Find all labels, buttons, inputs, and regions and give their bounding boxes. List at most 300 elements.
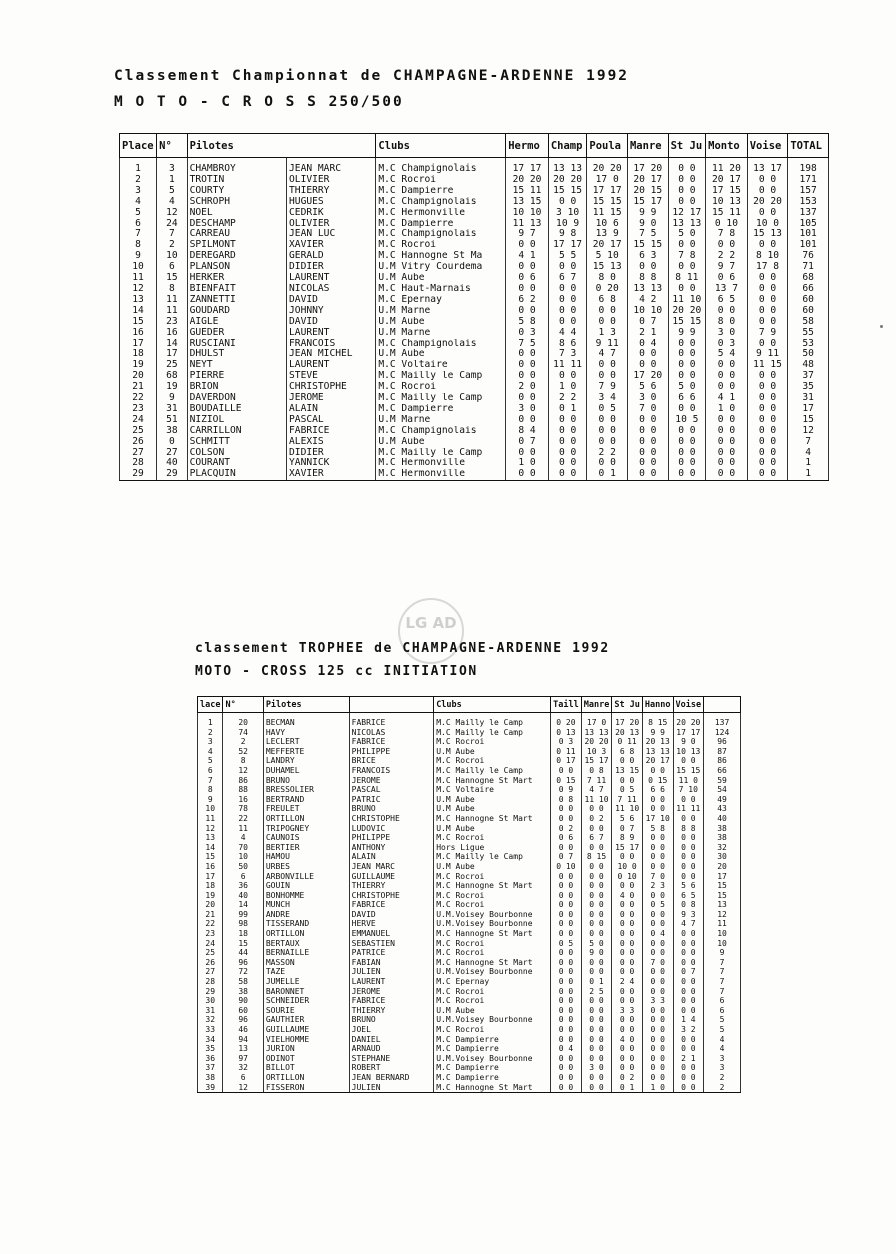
table-cell: HERVE bbox=[349, 919, 434, 929]
table-cell: 15 15 bbox=[627, 240, 668, 251]
table-cell: 0 0 bbox=[551, 977, 582, 987]
table-cell: FABRICE bbox=[349, 713, 434, 728]
table-cell: GOUIN bbox=[263, 881, 349, 891]
column-header: Place bbox=[120, 134, 157, 158]
table-cell: M.C Voltaire bbox=[434, 785, 551, 795]
table-cell: 4 7 bbox=[581, 785, 612, 795]
table-cell: 20 20 bbox=[747, 197, 788, 208]
table-cell: THIERRY bbox=[349, 1006, 434, 1016]
table-cell: 0 0 bbox=[587, 317, 628, 328]
column-header: Poula bbox=[587, 134, 628, 158]
table-cell: 68 bbox=[788, 273, 829, 284]
table-cell: M.C Rocroi bbox=[434, 756, 551, 766]
table-cell: 59 bbox=[704, 776, 741, 786]
column-header: TOTAL bbox=[788, 134, 829, 158]
table-cell: M.C Dampierre bbox=[434, 1044, 551, 1054]
table-cell: 0 1 bbox=[612, 1083, 643, 1093]
table-cell: 5 5 bbox=[548, 251, 587, 262]
table-cell: 0 11 bbox=[551, 747, 582, 757]
table-cell: 28 bbox=[120, 458, 157, 469]
table-cell: 0 0 bbox=[551, 872, 582, 882]
table-cell: 0 0 bbox=[668, 360, 706, 371]
table-cell: 0 0 bbox=[581, 910, 612, 920]
scan-speck bbox=[880, 325, 883, 328]
table-cell: 7 3 bbox=[548, 349, 587, 360]
table-cell: 58 bbox=[223, 977, 263, 987]
table-cell: DANIEL bbox=[349, 1035, 434, 1045]
table-cell: 7 5 bbox=[627, 229, 668, 240]
table-cell: U.M.Voisey Bourbonne bbox=[434, 910, 551, 920]
table-cell: 50 bbox=[223, 862, 263, 872]
table-cell: 25 bbox=[120, 426, 157, 437]
table-cell: 0 0 bbox=[642, 852, 673, 862]
table-row bbox=[198, 958, 741, 968]
table-cell: LANDRY bbox=[263, 756, 349, 766]
table-row bbox=[120, 371, 829, 382]
table-cell: 8 8 bbox=[673, 824, 704, 834]
table-cell: 0 7 bbox=[551, 852, 582, 862]
table-cell: 124 bbox=[704, 728, 741, 738]
table-cell: Hors Ligue bbox=[434, 843, 551, 853]
column-header: Voise bbox=[747, 134, 788, 158]
table-cell: 0 0 bbox=[551, 1025, 582, 1035]
table-cell: JEROME bbox=[287, 393, 376, 404]
table-cell: 20 bbox=[198, 900, 223, 910]
table-cell: 14 bbox=[120, 306, 157, 317]
table-cell: 0 0 bbox=[627, 349, 668, 360]
table-cell: 6 bbox=[704, 1006, 741, 1016]
table-cell: 0 0 bbox=[612, 919, 643, 929]
table-cell: 0 1 bbox=[581, 977, 612, 987]
table-cell: 11 10 bbox=[668, 295, 706, 306]
table-cell: 11 13 bbox=[506, 219, 549, 230]
table-cell: 0 0 bbox=[612, 987, 643, 997]
table-cell: 0 0 bbox=[551, 910, 582, 920]
table-cell: 0 0 bbox=[506, 262, 549, 273]
table-cell: 0 1 bbox=[548, 404, 587, 415]
table-cell: 0 0 bbox=[747, 339, 788, 350]
table-cell: 137 bbox=[788, 208, 829, 219]
table-cell: 0 0 bbox=[642, 795, 673, 805]
table-cell: 20 20 bbox=[506, 175, 549, 186]
table-cell: 32 bbox=[198, 1015, 223, 1025]
table-row bbox=[120, 448, 829, 459]
table-cell: M.C Mailly le Camp bbox=[434, 852, 551, 862]
table-cell: COURTY bbox=[187, 186, 286, 197]
table-row bbox=[198, 929, 741, 939]
table-cell: M.C Dampierre bbox=[376, 404, 506, 415]
table-cell: 6 8 bbox=[587, 295, 628, 306]
table-cell: 0 0 bbox=[747, 240, 788, 251]
table-cell: 15 15 bbox=[668, 317, 706, 328]
column-header: N° bbox=[157, 134, 187, 158]
table-cell: 0 0 bbox=[642, 1035, 673, 1045]
table-cell: 153 bbox=[788, 197, 829, 208]
table-cell: 0 0 bbox=[668, 339, 706, 350]
table-cell: 38 bbox=[704, 833, 741, 843]
column-header: lace bbox=[198, 697, 223, 713]
table-cell: 0 7 bbox=[673, 967, 704, 977]
table-cell: 7 9 bbox=[747, 328, 788, 339]
table-cell: 0 0 bbox=[612, 996, 643, 1006]
table-cell: LAURENT bbox=[287, 360, 376, 371]
table-row bbox=[198, 881, 741, 891]
table-cell: 17 17 bbox=[673, 728, 704, 738]
table-cell: DAVERDON bbox=[187, 393, 286, 404]
table-cell: 2 5 bbox=[581, 987, 612, 997]
table-cell: PHILIPPE bbox=[349, 833, 434, 843]
table-cell: 9 11 bbox=[747, 349, 788, 360]
table-cell: 7 bbox=[157, 229, 187, 240]
table-cell: U.M Aube bbox=[434, 1006, 551, 1016]
table-cell: 0 0 bbox=[747, 426, 788, 437]
table-cell: 0 0 bbox=[551, 1035, 582, 1045]
table-row bbox=[120, 382, 829, 393]
table-cell: 171 bbox=[788, 175, 829, 186]
table-cell: FRANCOIS bbox=[349, 766, 434, 776]
table-row bbox=[120, 208, 829, 219]
table-cell: 0 0 bbox=[581, 958, 612, 968]
table-cell: STEVE bbox=[287, 371, 376, 382]
table-cell: 15 11 bbox=[506, 186, 549, 197]
table-cell: 2 bbox=[120, 175, 157, 186]
table-cell: 2 1 bbox=[673, 1054, 704, 1064]
table-cell: 8 bbox=[223, 756, 263, 766]
table-cell: 11 bbox=[120, 273, 157, 284]
table-cell: M.C Dampierre bbox=[376, 219, 506, 230]
table-cell: 18 bbox=[120, 349, 157, 360]
table-row bbox=[198, 843, 741, 853]
table-cell: 15 15 bbox=[587, 197, 628, 208]
table-cell: 19 bbox=[120, 360, 157, 371]
table-cell: TROTIN bbox=[187, 175, 286, 186]
table-cell: 10 0 bbox=[747, 219, 788, 230]
table-cell: 11 bbox=[157, 306, 187, 317]
table-cell: JOHNNY bbox=[287, 306, 376, 317]
table-cell: 0 0 bbox=[587, 437, 628, 448]
table-cell: 0 15 bbox=[551, 776, 582, 786]
table-cell: 10 9 bbox=[548, 219, 587, 230]
table-cell: ORTILLON bbox=[263, 814, 349, 824]
table-cell: M.C Champignolais bbox=[376, 158, 506, 175]
table-cell: 0 0 bbox=[548, 262, 587, 273]
table-cell: JEROME bbox=[349, 987, 434, 997]
table-cell: CHRISTOPHE bbox=[349, 891, 434, 901]
table-cell: 88 bbox=[223, 785, 263, 795]
table-cell: U.M.Voisey Bourbonne bbox=[434, 1015, 551, 1025]
table-cell: 66 bbox=[704, 766, 741, 776]
table-cell: 0 0 bbox=[551, 967, 582, 977]
table-cell: 101 bbox=[788, 240, 829, 251]
table-row bbox=[198, 1044, 741, 1054]
table-cell: M.C Dampierre bbox=[434, 1063, 551, 1073]
table-cell: 17 15 bbox=[706, 186, 748, 197]
table-cell: 5 4 bbox=[706, 349, 748, 360]
table-cell: 5 6 bbox=[612, 814, 643, 824]
table-row bbox=[198, 1006, 741, 1016]
table-cell: FISSERON bbox=[263, 1083, 349, 1093]
table-cell: 0 0 bbox=[587, 458, 628, 469]
table-cell: 11 10 bbox=[612, 804, 643, 814]
table-cell: 31 bbox=[198, 1006, 223, 1016]
table-cell: 0 13 bbox=[551, 728, 582, 738]
table-cell: DAVID bbox=[349, 910, 434, 920]
table-cell: M.C Rocroi bbox=[376, 175, 506, 186]
table-cell: 2 2 bbox=[706, 251, 748, 262]
table-cell: NOEL bbox=[187, 208, 286, 219]
table-row bbox=[120, 229, 829, 240]
table-cell: M.C Rocroi bbox=[434, 939, 551, 949]
table-cell: 0 0 bbox=[551, 1073, 582, 1083]
table-cell: 0 0 bbox=[668, 404, 706, 415]
table-cell: 6 bbox=[223, 1073, 263, 1083]
table-cell: 0 0 bbox=[506, 240, 549, 251]
table-cell: M.C Champignolais bbox=[376, 339, 506, 350]
table-cell: 0 0 bbox=[673, 833, 704, 843]
table-cell: PATRIC bbox=[349, 795, 434, 805]
column-header: Pilotes bbox=[263, 697, 349, 713]
table-row bbox=[120, 349, 829, 360]
table-cell: GERALD bbox=[287, 251, 376, 262]
table-cell: 8 6 bbox=[548, 339, 587, 350]
table-cell: 6 bbox=[157, 262, 187, 273]
table-cell: 13 15 bbox=[506, 197, 549, 208]
table-row bbox=[198, 862, 741, 872]
table-cell: 33 bbox=[198, 1025, 223, 1035]
table-cell: 0 0 bbox=[551, 919, 582, 929]
table-row bbox=[198, 804, 741, 814]
table-cell: 6 6 bbox=[668, 393, 706, 404]
table-cell: 8 bbox=[198, 785, 223, 795]
table-cell: FABRICE bbox=[349, 900, 434, 910]
table-cell: 72 bbox=[223, 967, 263, 977]
table-row bbox=[198, 728, 741, 738]
table-cell: 0 0 bbox=[642, 1006, 673, 1016]
table-cell: 0 0 bbox=[706, 306, 748, 317]
table-cell: U.M Aube bbox=[434, 795, 551, 805]
table-row bbox=[198, 891, 741, 901]
table-cell: 20 bbox=[223, 713, 263, 728]
table-cell: BOUDAILLE bbox=[187, 404, 286, 415]
table-cell: 8 bbox=[120, 240, 157, 251]
table-cell: 0 0 bbox=[642, 939, 673, 949]
table-cell: 0 0 bbox=[706, 426, 748, 437]
table-cell: 0 0 bbox=[706, 437, 748, 448]
table-row bbox=[120, 197, 829, 208]
table-cell: 17 bbox=[157, 349, 187, 360]
table-cell: 0 7 bbox=[506, 437, 549, 448]
table-cell: M.C Mailly le Camp bbox=[376, 448, 506, 459]
table-cell: 15 11 bbox=[706, 208, 748, 219]
table-cell: 4 4 bbox=[548, 328, 587, 339]
table-cell: 0 0 bbox=[747, 306, 788, 317]
table-cell: 24 bbox=[198, 939, 223, 949]
table-cell: ARNAUD bbox=[349, 1044, 434, 1054]
table-cell: 0 0 bbox=[747, 186, 788, 197]
table-cell: 17 17 bbox=[548, 240, 587, 251]
table-cell: 27 bbox=[120, 448, 157, 459]
table-cell: 12 bbox=[704, 910, 741, 920]
table-cell: 0 0 bbox=[581, 881, 612, 891]
table-cell: 9 7 bbox=[706, 262, 748, 273]
table-cell: 0 0 bbox=[747, 382, 788, 393]
table-cell: M.C Hannogne St Mart bbox=[434, 814, 551, 824]
table-cell: 157 bbox=[788, 186, 829, 197]
table-cell: ORTILLON bbox=[263, 929, 349, 939]
column-header bbox=[349, 697, 434, 713]
table-cell: M.C Hannogne St Mart bbox=[434, 929, 551, 939]
table-cell: 4 0 bbox=[612, 891, 643, 901]
table-cell: 0 15 bbox=[642, 776, 673, 786]
table-cell: M.C Rocroi bbox=[434, 948, 551, 958]
table-cell: 12 bbox=[223, 1083, 263, 1093]
table-cell: 0 0 bbox=[706, 240, 748, 251]
table-cell: M.C Haut-Marnais bbox=[376, 284, 506, 295]
table-cell: 0 6 bbox=[506, 273, 549, 284]
table-row bbox=[198, 1054, 741, 1064]
table-cell: 49 bbox=[704, 795, 741, 805]
table-cell: 0 0 bbox=[548, 415, 587, 426]
table-cell: 0 0 bbox=[642, 766, 673, 776]
table-row bbox=[120, 317, 829, 328]
table-cell: 48 bbox=[788, 360, 829, 371]
table-cell: AIGLE bbox=[187, 317, 286, 328]
table-cell: 3 2 bbox=[673, 1025, 704, 1035]
table-cell: YANNICK bbox=[287, 458, 376, 469]
table-cell: 0 0 bbox=[706, 415, 748, 426]
table-cell: 0 10 bbox=[612, 872, 643, 882]
table-row bbox=[120, 186, 829, 197]
table-cell: BERNAILLE bbox=[263, 948, 349, 958]
table-cell: 0 0 bbox=[747, 458, 788, 469]
column-header bbox=[704, 697, 741, 713]
table-cell: 0 0 bbox=[673, 996, 704, 1006]
table-cell: U.M Aube bbox=[376, 317, 506, 328]
table-cell: 0 0 bbox=[747, 437, 788, 448]
table-cell: 32 bbox=[223, 1063, 263, 1073]
initiation-results-table bbox=[197, 696, 741, 1093]
table-cell: DHULST bbox=[187, 349, 286, 360]
table-cell: JEAN MICHEL bbox=[287, 349, 376, 360]
table-cell: 15 bbox=[704, 881, 741, 891]
table-cell: 11 15 bbox=[587, 208, 628, 219]
table-cell: 2 2 bbox=[587, 448, 628, 459]
table-cell: 8 8 bbox=[627, 273, 668, 284]
table-cell: CHRISTOPHE bbox=[349, 814, 434, 824]
table-cell: 17 bbox=[120, 339, 157, 350]
table-cell: 0 0 bbox=[551, 929, 582, 939]
table-cell: LAURENT bbox=[287, 273, 376, 284]
table-cell: 15 13 bbox=[587, 262, 628, 273]
table-cell: 7 10 bbox=[673, 785, 704, 795]
main-title: Classement Championnat de CHAMPAGNE-ARDENNE 1992 bbox=[114, 68, 630, 84]
table-cell: 0 0 bbox=[587, 371, 628, 382]
table-cell: 0 0 bbox=[551, 814, 582, 824]
table-cell: HAMOU bbox=[263, 852, 349, 862]
table-cell: M.C Rocroi bbox=[434, 996, 551, 1006]
table-cell: 0 2 bbox=[551, 824, 582, 834]
table-cell: 3 bbox=[198, 737, 223, 747]
table-cell: FRANCOIS bbox=[287, 339, 376, 350]
table-cell: M.C Mailly le Camp bbox=[376, 371, 506, 382]
table-cell: 0 0 bbox=[581, 891, 612, 901]
table-cell: 15 bbox=[788, 415, 829, 426]
table-cell: 20 17 bbox=[627, 175, 668, 186]
table-cell: 38 bbox=[157, 426, 187, 437]
table-cell: LECLERT bbox=[263, 737, 349, 747]
table-cell: 4 bbox=[704, 1044, 741, 1054]
table-cell: BILLOT bbox=[263, 1063, 349, 1073]
table-cell: 0 0 bbox=[747, 404, 788, 415]
table-cell: M.C Dampierre bbox=[434, 1073, 551, 1083]
table-cell: 86 bbox=[704, 756, 741, 766]
table-cell: 13 13 bbox=[668, 219, 706, 230]
column-header: N° bbox=[223, 697, 263, 713]
table-cell: 0 0 bbox=[612, 900, 643, 910]
table-cell: FABRICE bbox=[349, 996, 434, 1006]
table-cell: 3 bbox=[157, 158, 187, 175]
table-cell: 0 0 bbox=[548, 448, 587, 459]
table-cell: 0 0 bbox=[551, 900, 582, 910]
table-cell: 0 0 bbox=[612, 910, 643, 920]
table-cell: GUILLAUME bbox=[349, 872, 434, 882]
table-cell: 0 0 bbox=[642, 1044, 673, 1054]
table-cell: 0 0 bbox=[551, 958, 582, 968]
table-cell: 0 0 bbox=[581, 804, 612, 814]
table-cell: 26 bbox=[198, 958, 223, 968]
table-cell: M.C Rocroi bbox=[434, 900, 551, 910]
table-cell: 15 17 bbox=[581, 756, 612, 766]
table-cell: 0 0 bbox=[551, 948, 582, 958]
table-cell: 0 0 bbox=[551, 843, 582, 853]
table-cell: PATRICE bbox=[349, 948, 434, 958]
table-cell: 17 bbox=[788, 404, 829, 415]
table-cell: SEBASTIEN bbox=[349, 939, 434, 949]
table-cell: NICOLAS bbox=[349, 728, 434, 738]
table-cell: THIERRY bbox=[349, 881, 434, 891]
table-row bbox=[198, 737, 741, 747]
table-cell: JEAN MARC bbox=[287, 158, 376, 175]
table-cell: 0 0 bbox=[673, 852, 704, 862]
initiation-subtitle: MOTO - CROSS 125 cc INITIATION bbox=[195, 664, 478, 679]
table-cell: 1 bbox=[120, 158, 157, 175]
table-cell: 4 7 bbox=[673, 919, 704, 929]
table-cell: 0 0 bbox=[668, 448, 706, 459]
table-row bbox=[120, 339, 829, 350]
initiation-title: classement TROPHEE de CHAMPAGNE-ARDENNE 1992 bbox=[195, 641, 610, 656]
table-cell: 0 0 bbox=[668, 197, 706, 208]
table-row bbox=[198, 785, 741, 795]
table-cell: M.C Rocroi bbox=[376, 382, 506, 393]
table-row bbox=[120, 415, 829, 426]
table-cell: 0 0 bbox=[673, 1063, 704, 1073]
table-cell: M.C Mailly le Camp bbox=[434, 728, 551, 738]
table-cell: 9 0 bbox=[673, 737, 704, 747]
table-cell: JURION bbox=[263, 1044, 349, 1054]
table-cell: 13 bbox=[198, 833, 223, 843]
table-cell: 0 0 bbox=[642, 1015, 673, 1025]
table-row bbox=[120, 262, 829, 273]
table-row bbox=[198, 747, 741, 757]
table-cell: 29 bbox=[157, 469, 187, 480]
table-cell: 0 0 bbox=[551, 996, 582, 1006]
table-cell: 0 0 bbox=[612, 1025, 643, 1035]
table-row bbox=[120, 360, 829, 371]
table-cell: 0 0 bbox=[581, 919, 612, 929]
table-cell: 87 bbox=[704, 747, 741, 757]
table-cell: 9 3 bbox=[673, 910, 704, 920]
table-cell: 16 bbox=[223, 795, 263, 805]
